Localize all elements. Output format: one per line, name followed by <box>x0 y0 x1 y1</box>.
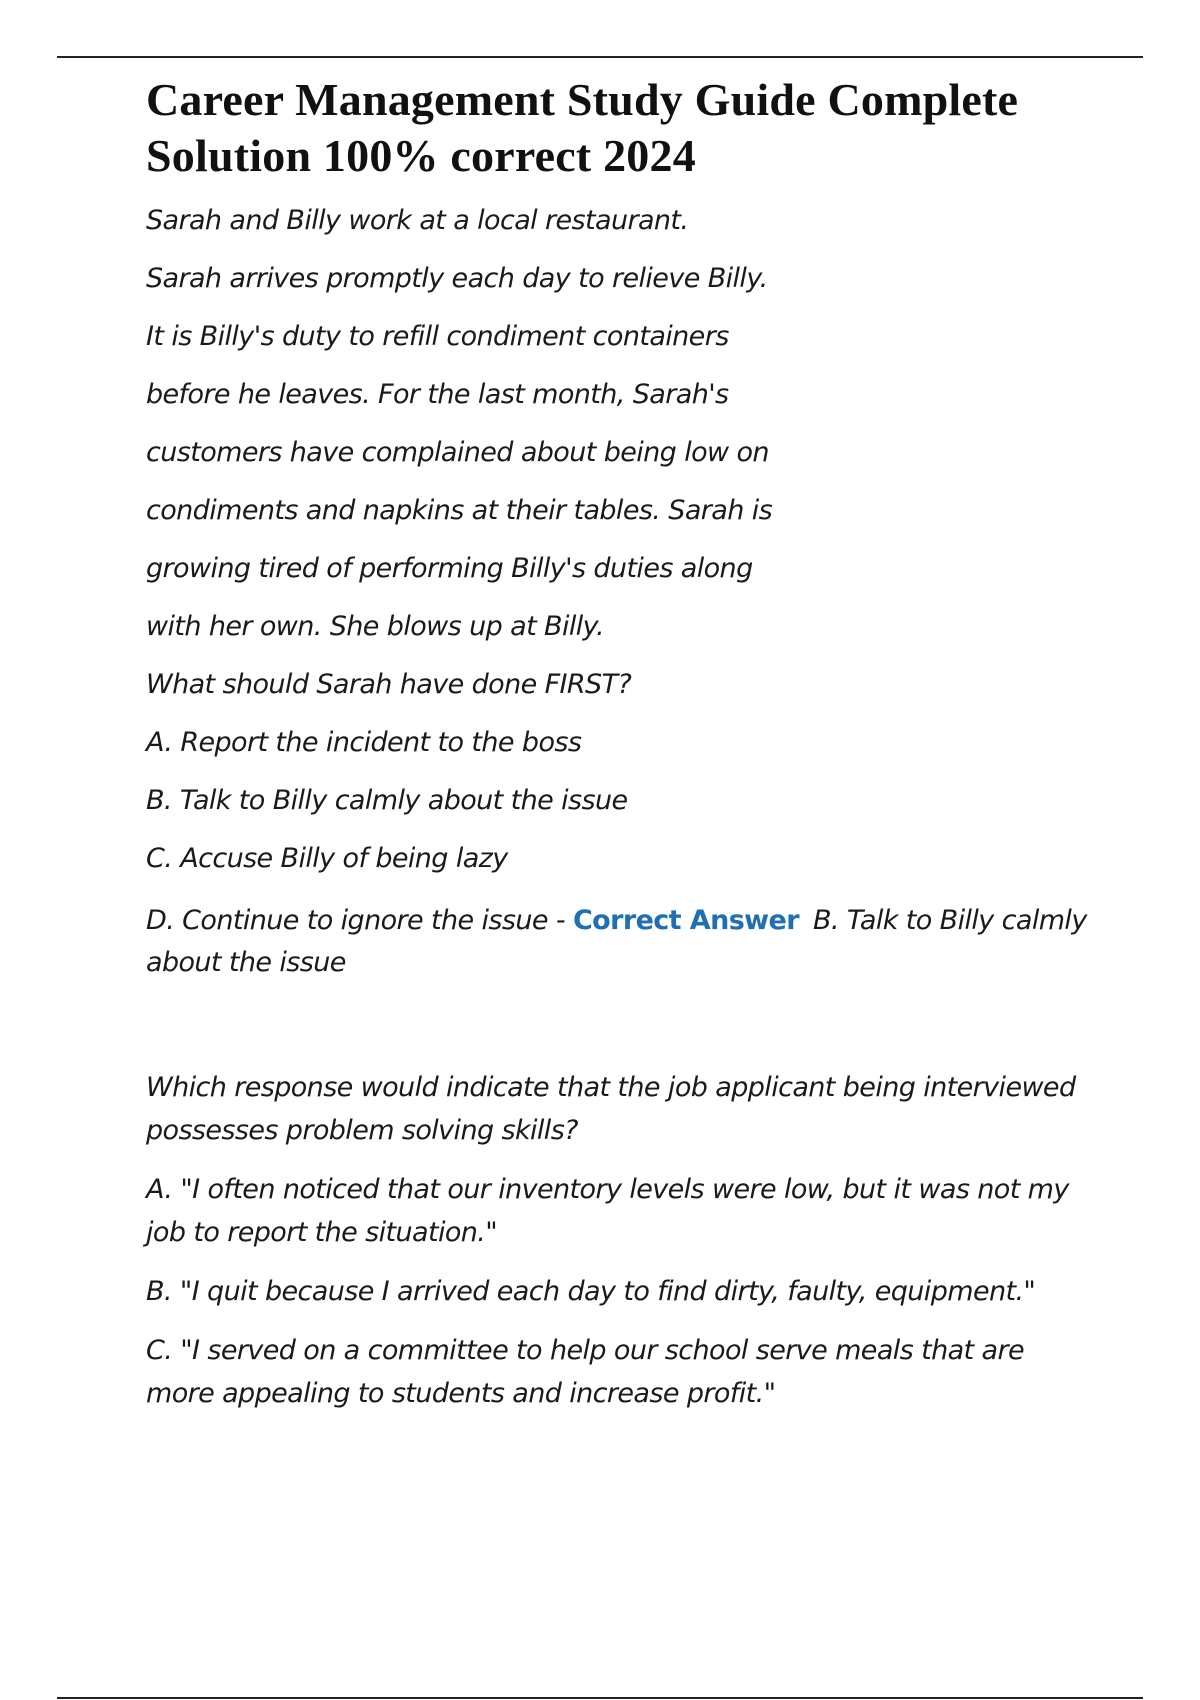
question-1-line: before he leaves. For the last month, Sarah's <box>146 379 729 410</box>
question-2 <box>146 1066 1096 1415</box>
bottom-rule <box>57 1697 1143 1699</box>
question-2-option-b: B. "I quit because I arrived each day to find dirty, faulty, equipment." <box>146 1276 1036 1307</box>
question-1-option-a: A. Report the incident to the boss <box>146 727 582 758</box>
question-1-line: Sarah and Billy work at a local restaurant. <box>146 205 689 236</box>
correct-answer-text: B. Talk to Billy calmly about the issue <box>146 905 1087 978</box>
question-1-line: It is Billy's duty to refill condiment containers <box>146 321 729 352</box>
top-rule <box>57 56 1143 58</box>
question-2-option-c: C. "I served on a committee to help our school serve meals that are more appealing to students and increase profit." <box>146 1335 1024 1409</box>
question-1 <box>146 204 1096 984</box>
question-1-line: condiments and napkins at their tables. Sarah is <box>146 495 773 526</box>
question-1-option-d: D. Continue to ignore the issue - <box>146 905 573 936</box>
correct-answer-label: Correct Answer <box>572 905 799 936</box>
question-1-option-d-with-answer <box>146 900 1096 984</box>
question-2-prompt: Which response would indicate that the job applicant being interviewed possesses problem solving skills? <box>146 1072 1076 1146</box>
question-1-line: with her own. She blows up at Billy. <box>146 611 604 642</box>
document-body <box>146 72 1096 1431</box>
question-1-line: Sarah arrives promptly each day to relieve Billy. <box>146 263 768 294</box>
question-1-option-b: B. Talk to Billy calmly about the issue <box>146 785 628 816</box>
question-2-option-a: A. "I often noticed that our inventory levels were low, but it was not my job to report the situation." <box>146 1174 1069 1248</box>
question-1-line: customers have complained about being low on <box>146 437 769 468</box>
question-1-line: growing tired of performing Billy's duties along <box>146 553 753 584</box>
question-1-option-c: C. Accuse Billy of being lazy <box>146 843 508 874</box>
spacer <box>146 984 1096 1066</box>
document-title: Career Management Study Guide Complete Solution 100% correct 2024 <box>146 74 1019 181</box>
question-1-prompt: What should Sarah have done FIRST? <box>146 669 632 700</box>
